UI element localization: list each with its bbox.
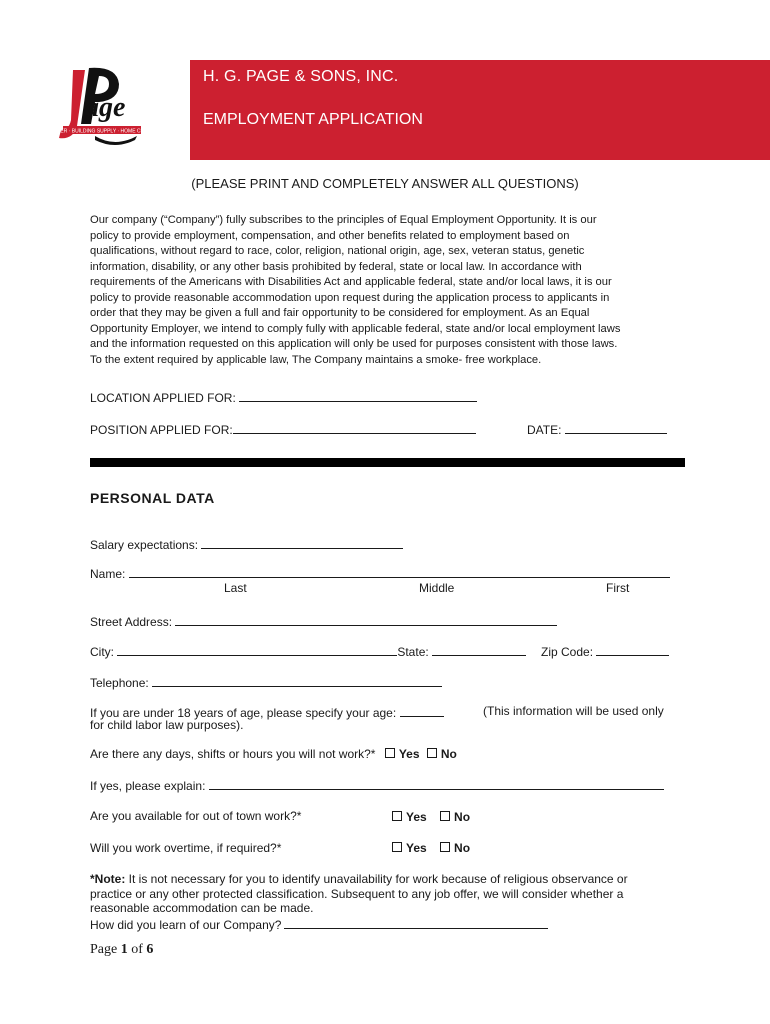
no-label: No [440, 747, 457, 761]
eeo-statement [90, 213, 690, 368]
note-prefix: *Note: [90, 872, 126, 886]
no-label: No [454, 841, 471, 855]
section-divider [90, 458, 685, 467]
overtime-no-option[interactable] [440, 841, 470, 855]
travel-options [392, 810, 470, 824]
intro-line: qualifications, without regard to race, color, religion, national origin, age, sex, veteran status, genetic [90, 245, 585, 257]
page-logo-icon [46, 66, 158, 148]
instructions: (PLEASE PRINT AND COMPLETELY ANSWER ALL QUESTIONS) [191, 176, 579, 191]
page-of: of [127, 942, 147, 957]
salary-label: Salary expectations: [90, 538, 199, 552]
section-title: PERSONAL DATA [90, 490, 215, 506]
checkbox-icon[interactable] [440, 811, 450, 821]
location-label: LOCATION APPLIED FOR: [90, 391, 236, 405]
intro-line: order that they may be given a full and fair opportunity to be considered for employment. As an Equal [90, 307, 590, 319]
telephone-field[interactable] [152, 674, 442, 687]
explain-field[interactable] [209, 777, 664, 790]
page-total: 6 [146, 942, 154, 957]
age-label: If you are under 18 years of age, please specify your age: [90, 706, 397, 720]
position-label: POSITION APPLIED FOR: [90, 423, 233, 437]
header-banner [190, 60, 770, 160]
zip-row [541, 643, 669, 659]
logo-tagline: LUMBER · BUILDING SUPPLY · HOME CENTER [46, 128, 158, 135]
page-number [90, 942, 153, 958]
location-field[interactable] [239, 389, 477, 402]
name-first-caption: First [606, 581, 630, 595]
city-row [90, 643, 526, 659]
no-label: No [454, 810, 471, 824]
travel-yes-option[interactable] [392, 810, 427, 824]
state-field[interactable] [432, 643, 526, 656]
zip-field[interactable] [596, 643, 669, 656]
city-field[interactable] [117, 643, 397, 656]
state-label: State: [397, 645, 429, 659]
svg-text:age: age [85, 92, 126, 123]
city-label: City: [90, 645, 114, 659]
street-field[interactable] [175, 613, 557, 626]
note-line: practice or any other protected classification. Subsequent to any job offer, we will consider whether a [90, 886, 624, 901]
company-name: H. G. PAGE & SONS, INC. [203, 68, 399, 85]
referral-label: How did you learn of our Company? [90, 917, 282, 932]
checkbox-icon[interactable] [392, 811, 402, 821]
intro-line: and the information requested on this application will only be used for purposes consistent with those laws. [90, 338, 618, 350]
name-label: Name: [90, 567, 126, 581]
note-block [90, 872, 690, 932]
explain-row [90, 777, 664, 793]
overtime-label: Will you work overtime, if required?* [90, 841, 282, 855]
age-note: (This information will be used only [483, 704, 664, 718]
name-field[interactable] [129, 565, 670, 578]
travel-row [90, 809, 301, 823]
street-label: Street Address: [90, 615, 173, 629]
position-row [90, 421, 476, 437]
telephone-row [90, 674, 442, 690]
overtime-row [90, 841, 281, 855]
age-note-continued: for child labor law purposes). [90, 718, 244, 732]
days-label: Are there any days, shifts or hours you will not work?* [90, 747, 376, 761]
note-line: reasonable accommodation can be made. [90, 901, 314, 915]
intro-line: Opportunity Employer, we intend to comply fully with applicable federal, state and/or local employment laws [90, 322, 621, 335]
age-field[interactable] [400, 704, 444, 717]
intro-line: information, disability, or any other basis prohibited by federal, state or local law. In accordance with [90, 260, 582, 273]
telephone-label: Telephone: [90, 676, 149, 690]
page-current: 1 [120, 942, 128, 957]
yes-label: Yes [398, 747, 420, 761]
overtime-options [392, 841, 470, 855]
name-row [90, 565, 670, 581]
checkbox-icon[interactable] [440, 842, 450, 852]
name-last-caption: Last [224, 581, 247, 595]
intro-line: policy to provide reasonable accommodation upon request during the application process to applicants in [90, 291, 610, 304]
intro-line: Our company (“Company”) fully subscribes to the principles of Equal Employment Opportunity. It is our [90, 214, 597, 226]
date-label: DATE: [527, 423, 562, 437]
checkbox-icon[interactable] [427, 748, 437, 758]
overtime-yes-option[interactable] [392, 841, 427, 855]
salary-field[interactable] [201, 536, 403, 549]
checkbox-icon[interactable] [385, 748, 395, 758]
position-field[interactable] [233, 421, 476, 434]
intro-line: policy to provide employment, compensation, and other benefits related to employment based on [90, 229, 570, 242]
travel-no-option[interactable] [440, 810, 470, 824]
note-line: It is not necessary for you to identify unavailability for work because of religious observance or [125, 872, 628, 886]
zip-label: Zip Code: [541, 645, 594, 659]
days-row [90, 747, 457, 761]
explain-label: If yes, please explain: [90, 779, 206, 793]
yes-label: Yes [406, 841, 427, 855]
form-title: EMPLOYMENT APPLICATION [203, 111, 423, 128]
days-yes-option[interactable] [385, 747, 420, 761]
name-middle-caption: Middle [419, 581, 455, 595]
street-row [90, 613, 557, 629]
intro-line: To the extent required by applicable law, The Company maintains a smoke- free workplace. [90, 353, 542, 366]
travel-label: Are you available for out of town work?* [90, 809, 302, 823]
yes-label: Yes [406, 810, 427, 824]
date-row [527, 421, 667, 437]
page-prefix: Page [90, 942, 121, 957]
days-no-option[interactable] [427, 747, 457, 761]
intro-line: requirements of the Americans with Disabilities Act and applicable federal, state and/or local laws, it is our [90, 276, 612, 288]
date-field[interactable] [565, 421, 667, 434]
salary-row [90, 536, 403, 552]
location-row [90, 389, 477, 405]
referral-field[interactable] [284, 916, 548, 929]
checkbox-icon[interactable] [392, 842, 402, 852]
